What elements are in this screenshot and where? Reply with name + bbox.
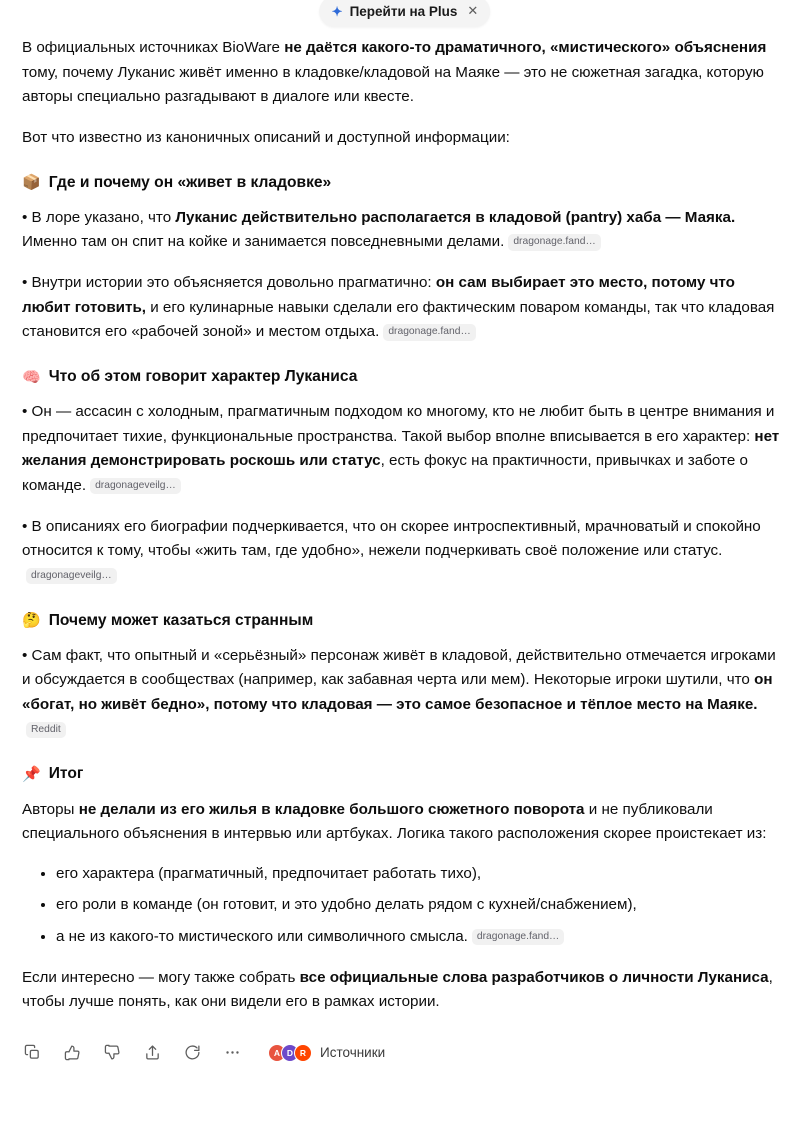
bullet-text-a: • Сам факт, что опытный и «серьёзный» персонаж живёт в кладовой, действительно отмечается игроками и обсуждается в сообществах (например, как забавная черта или мем). Некоторые игроки шутили, что <box>22 646 776 689</box>
conclusion-paragraph <box>22 798 787 847</box>
intro-text-a: В официальных источниках BioWare <box>22 39 285 56</box>
list-item <box>56 893 787 918</box>
bullet-text-bold: нет желания демонстрировать роскошь или статус <box>22 427 780 470</box>
close-icon[interactable]: ✕ <box>467 3 479 18</box>
citation-chip[interactable]: dragonageveilg… <box>90 478 181 494</box>
brain-icon: 🧠 <box>22 368 41 386</box>
bullet-paragraph <box>22 400 787 499</box>
list-item <box>56 862 787 887</box>
bullet-text-a: • В лоре указано, что <box>22 208 176 226</box>
section-title: Итог <box>48 765 84 783</box>
intro-paragraph-1 <box>22 36 787 110</box>
list-item-text: его характера (прагматичный, предпочитает работать тихо), <box>56 864 482 882</box>
bullet-text-c: Именно там он спит на койке и занимается повседневными делами. <box>22 233 505 251</box>
conclusion-list <box>22 862 787 950</box>
bullet-text-a: • В описаниях его биографии подчеркивается, что он скорее интроспективный, мрачноватый и спокойно относится к тому, чтобы «жить там, где удобно», нежели подчеркивать своё положение или статус. <box>22 517 761 560</box>
favicon: R <box>294 1044 312 1062</box>
regenerate-icon[interactable] <box>182 1043 202 1063</box>
intro-paragraph-2: Вот что известно из каноничных описаний и доступной информации: <box>22 128 510 146</box>
top-banner <box>0 0 809 30</box>
favicon: A <box>268 1044 286 1062</box>
pushpin-icon: 📌 <box>22 765 41 783</box>
thumbs-up-icon[interactable] <box>62 1043 82 1063</box>
citation-chip[interactable]: dragonage.fand… <box>508 234 600 250</box>
sparkle-icon: ✦ <box>331 3 343 19</box>
conclusion-text-c: и не публиковали специального объяснения в интервью или артбуках. Логика такого расположения скорее проистекает из: <box>22 800 767 843</box>
bullet-paragraph <box>22 271 787 345</box>
bullet-paragraph <box>22 644 787 743</box>
more-options-icon[interactable] <box>222 1043 242 1063</box>
closing-text-c: , чтобы лучше понять, как они видели его в рамках истории. <box>22 968 773 1011</box>
bullet-paragraph <box>22 515 787 589</box>
upgrade-to-plus-label: Перейти на Plus <box>349 3 458 19</box>
section-heading-conclusion <box>22 764 787 784</box>
list-item-text: а не из какого-то мистического или символичного смысла. <box>56 928 468 946</box>
bullet-text-c: и его кулинарные навыки сделали его фактическим поваром команды, так что кладовая становится его «рабочей зоной» и местом отдыха. <box>22 298 775 341</box>
section-heading-character <box>22 367 787 387</box>
bullet-text-a: • Он — ассасин с холодным, прагматичным подходом ко многому, кто не любит быть в центре внимания и предпочитает тихие, функциональные пространства. Такой выбор вполне вписывается в его характер: <box>22 403 775 445</box>
upgrade-to-plus-button[interactable] <box>319 0 491 27</box>
conclusion-text-bold: не делали из его жилья в кладовке большого сюжетного поворота <box>78 800 585 818</box>
citation-chip[interactable]: Reddit <box>26 722 66 738</box>
section-heading-storage <box>22 173 787 193</box>
section-title: Что об этом говорит характер Луканиса <box>48 367 358 385</box>
citation-chip[interactable]: dragonage.fand… <box>472 929 564 945</box>
closing-text-a: Если интересно — могу также собрать <box>22 968 300 986</box>
bullet-text-c: , есть фокус на практичности, привычках и заботе о команде. <box>22 452 748 495</box>
favicon: D <box>281 1044 299 1062</box>
citation-chip[interactable]: dragonage.fand… <box>383 324 475 340</box>
list-item-text: его роли в команде (он готовит, и это удобно делать рядом с кухней/снабжением), <box>56 896 637 914</box>
sources-button[interactable] <box>268 1044 385 1062</box>
bullet-text-a: • Внутри истории это объясняется довольно прагматично: <box>22 274 436 292</box>
source-favicons <box>268 1044 312 1062</box>
list-item <box>56 925 787 950</box>
message-action-bar <box>0 1031 809 1081</box>
section-title: Где и почему он «живет в кладовке» <box>48 173 332 191</box>
copy-icon[interactable] <box>22 1043 42 1063</box>
message-content <box>0 30 809 1015</box>
closing-text-bold: все официальные слова разработчиков о личности Луканиса <box>299 968 769 986</box>
package-icon: 📦 <box>22 174 41 192</box>
closing-paragraph <box>22 966 787 1015</box>
intro-text-bold: не даётся какого-то драматичного, «мистического» объяснения <box>284 39 767 56</box>
bullet-text-bold: он «богат, но живёт бедно», потому что кладовая — это самое безопасное и тёплое место на Маяке. <box>22 671 773 714</box>
conclusion-text-a: Авторы <box>22 800 79 818</box>
sources-label: Источники <box>320 1045 386 1061</box>
bullet-paragraph <box>22 206 787 255</box>
bullet-text-bold: Луканис действительно располагается в кладовой (pantry) хаба — Маяка. <box>175 208 736 226</box>
thumbs-down-icon[interactable] <box>102 1043 122 1063</box>
intro-text-c: тому, почему Луканис живёт именно в кладовке/кладовой на Маяке — это не сюжетная загадка, которую авторы специально разгадывают в диалоге или квесте. <box>22 63 764 106</box>
thinking-face-icon: 🤔 <box>22 612 41 630</box>
share-icon[interactable] <box>142 1043 162 1063</box>
section-title: Почему может казаться странным <box>48 611 314 629</box>
section-heading-strange <box>22 611 787 631</box>
bullet-text-bold: он сам выбирает это место, потому что любит готовить, <box>22 274 735 316</box>
citation-chip[interactable]: dragonageveilg… <box>26 568 117 584</box>
